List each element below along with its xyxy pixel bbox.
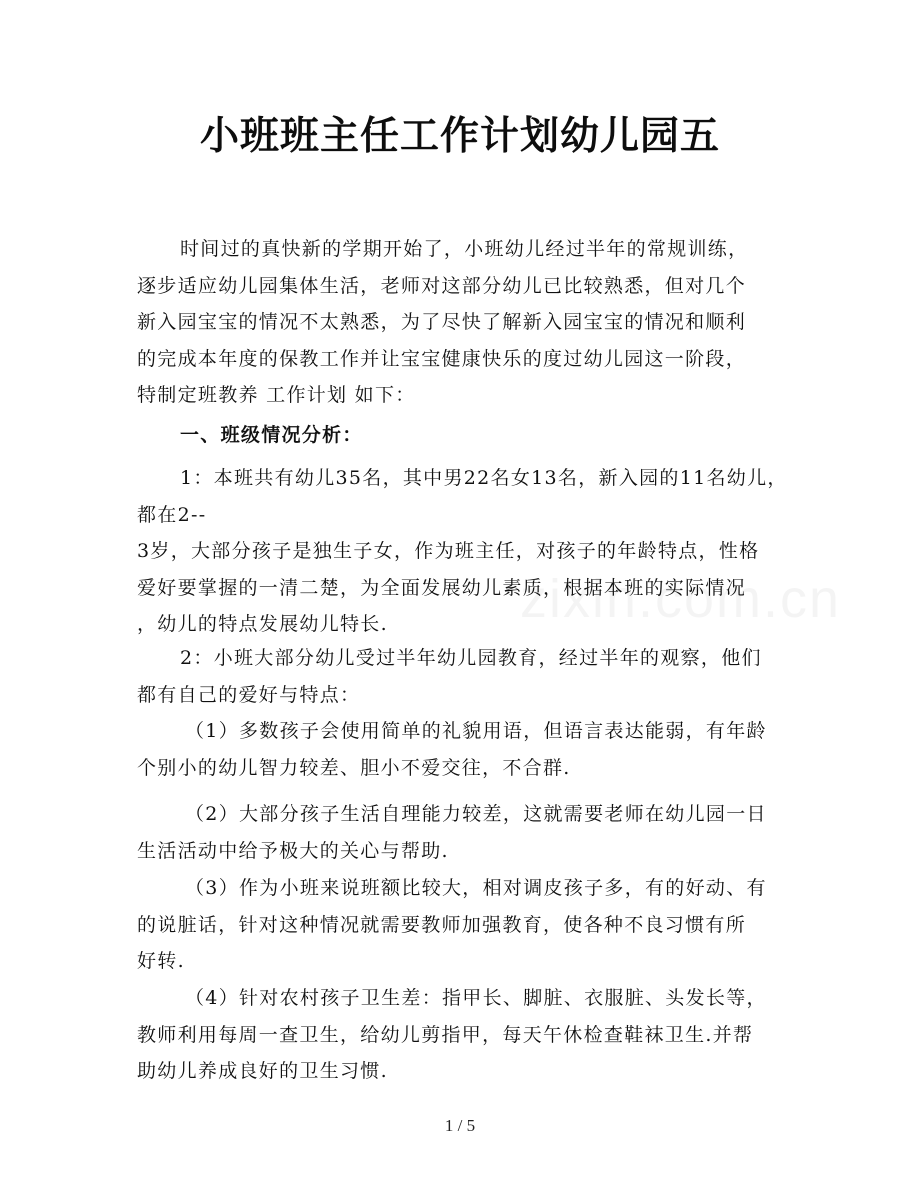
page-number: 1 / 5 bbox=[444, 1116, 476, 1135]
text-line: 个别小的幼儿智力较差、胆小不爱交往，不合群. bbox=[137, 756, 571, 779]
sub-item-4-paragraph bbox=[137, 980, 787, 1090]
text-line: 助幼儿养成良好的卫生习惯. bbox=[137, 1060, 388, 1082]
page-title: 小班班主任工作计划幼儿园五 bbox=[199, 113, 720, 159]
text-line: ，幼儿的特点发展幼儿特长. bbox=[137, 613, 388, 635]
item-1-paragraph bbox=[137, 460, 787, 643]
text-line: 3岁，大部分孩子是独生子女，作为班主任，对孩子的年龄特点，性格 bbox=[137, 540, 760, 562]
item-2-paragraph bbox=[137, 640, 787, 713]
text-line: 都有自己的爱好与特点： bbox=[137, 683, 361, 706]
text-line: 时间过的真快新的学期开始了，小班幼儿经过半年的常规训练， bbox=[180, 238, 749, 260]
text-line: （1）多数孩子会使用简单的礼貌用语，但语言表达能弱，有年龄 bbox=[185, 720, 767, 742]
section-heading-block bbox=[137, 417, 787, 454]
text-line: 2：小班大部分幼儿受过半年幼儿园教育，经过半年的观察，他们 bbox=[180, 647, 762, 669]
intro-paragraph bbox=[137, 231, 787, 414]
text-line: 新入园宝宝的情况不太熟悉，为了尽快了解新入园宝宝的情况和顺利 bbox=[137, 311, 747, 333]
text-line: （4）针对农村孩子卫生差：指甲长、脚脏、衣服脏、头发长等， bbox=[185, 987, 767, 1009]
text-line: 爱好要掌握的一清二楚，为全面发展幼儿素质，根据本班的实际情况 bbox=[137, 576, 747, 599]
section-heading: 一、班级情况分析： bbox=[180, 424, 363, 446]
sub-item-3-paragraph bbox=[137, 870, 787, 980]
text-line: 逐步适应幼儿园集体生活，老师对这部分幼儿已比较熟悉，但对几个 bbox=[137, 274, 747, 297]
text-line: 好转. bbox=[137, 950, 185, 972]
text-line: 生活活动中给予极大的关心与帮助. bbox=[137, 839, 449, 862]
text-line: 的说脏话，针对这种情况就需要教师加强教育，使各种不良习惯有所 bbox=[137, 913, 747, 936]
text-line: 教师利用每周一查卫生，给幼儿剪指甲，每天午休检查鞋袜卫生.并帮 bbox=[137, 1023, 754, 1046]
text-line: 1：本班共有幼儿35名，其中男22名女13名，新入园的11名幼儿， bbox=[180, 467, 788, 489]
text-line: （3）作为小班来说班额比较大，相对调皮孩子多，有的好动、有 bbox=[185, 877, 767, 899]
text-line: 都在2-- bbox=[137, 503, 207, 526]
text-line: 的完成本年度的保教工作并让宝宝健康快乐的度过幼儿园这一阶段， bbox=[137, 347, 747, 370]
sub-item-2-paragraph bbox=[137, 796, 787, 869]
text-line: （2）大部分孩子生活自理能力较差，这就需要老师在幼儿园一日 bbox=[185, 803, 767, 825]
sub-item-1-paragraph bbox=[137, 713, 787, 786]
text-line: 特制定班教养 工作计划 如下： bbox=[137, 384, 416, 406]
